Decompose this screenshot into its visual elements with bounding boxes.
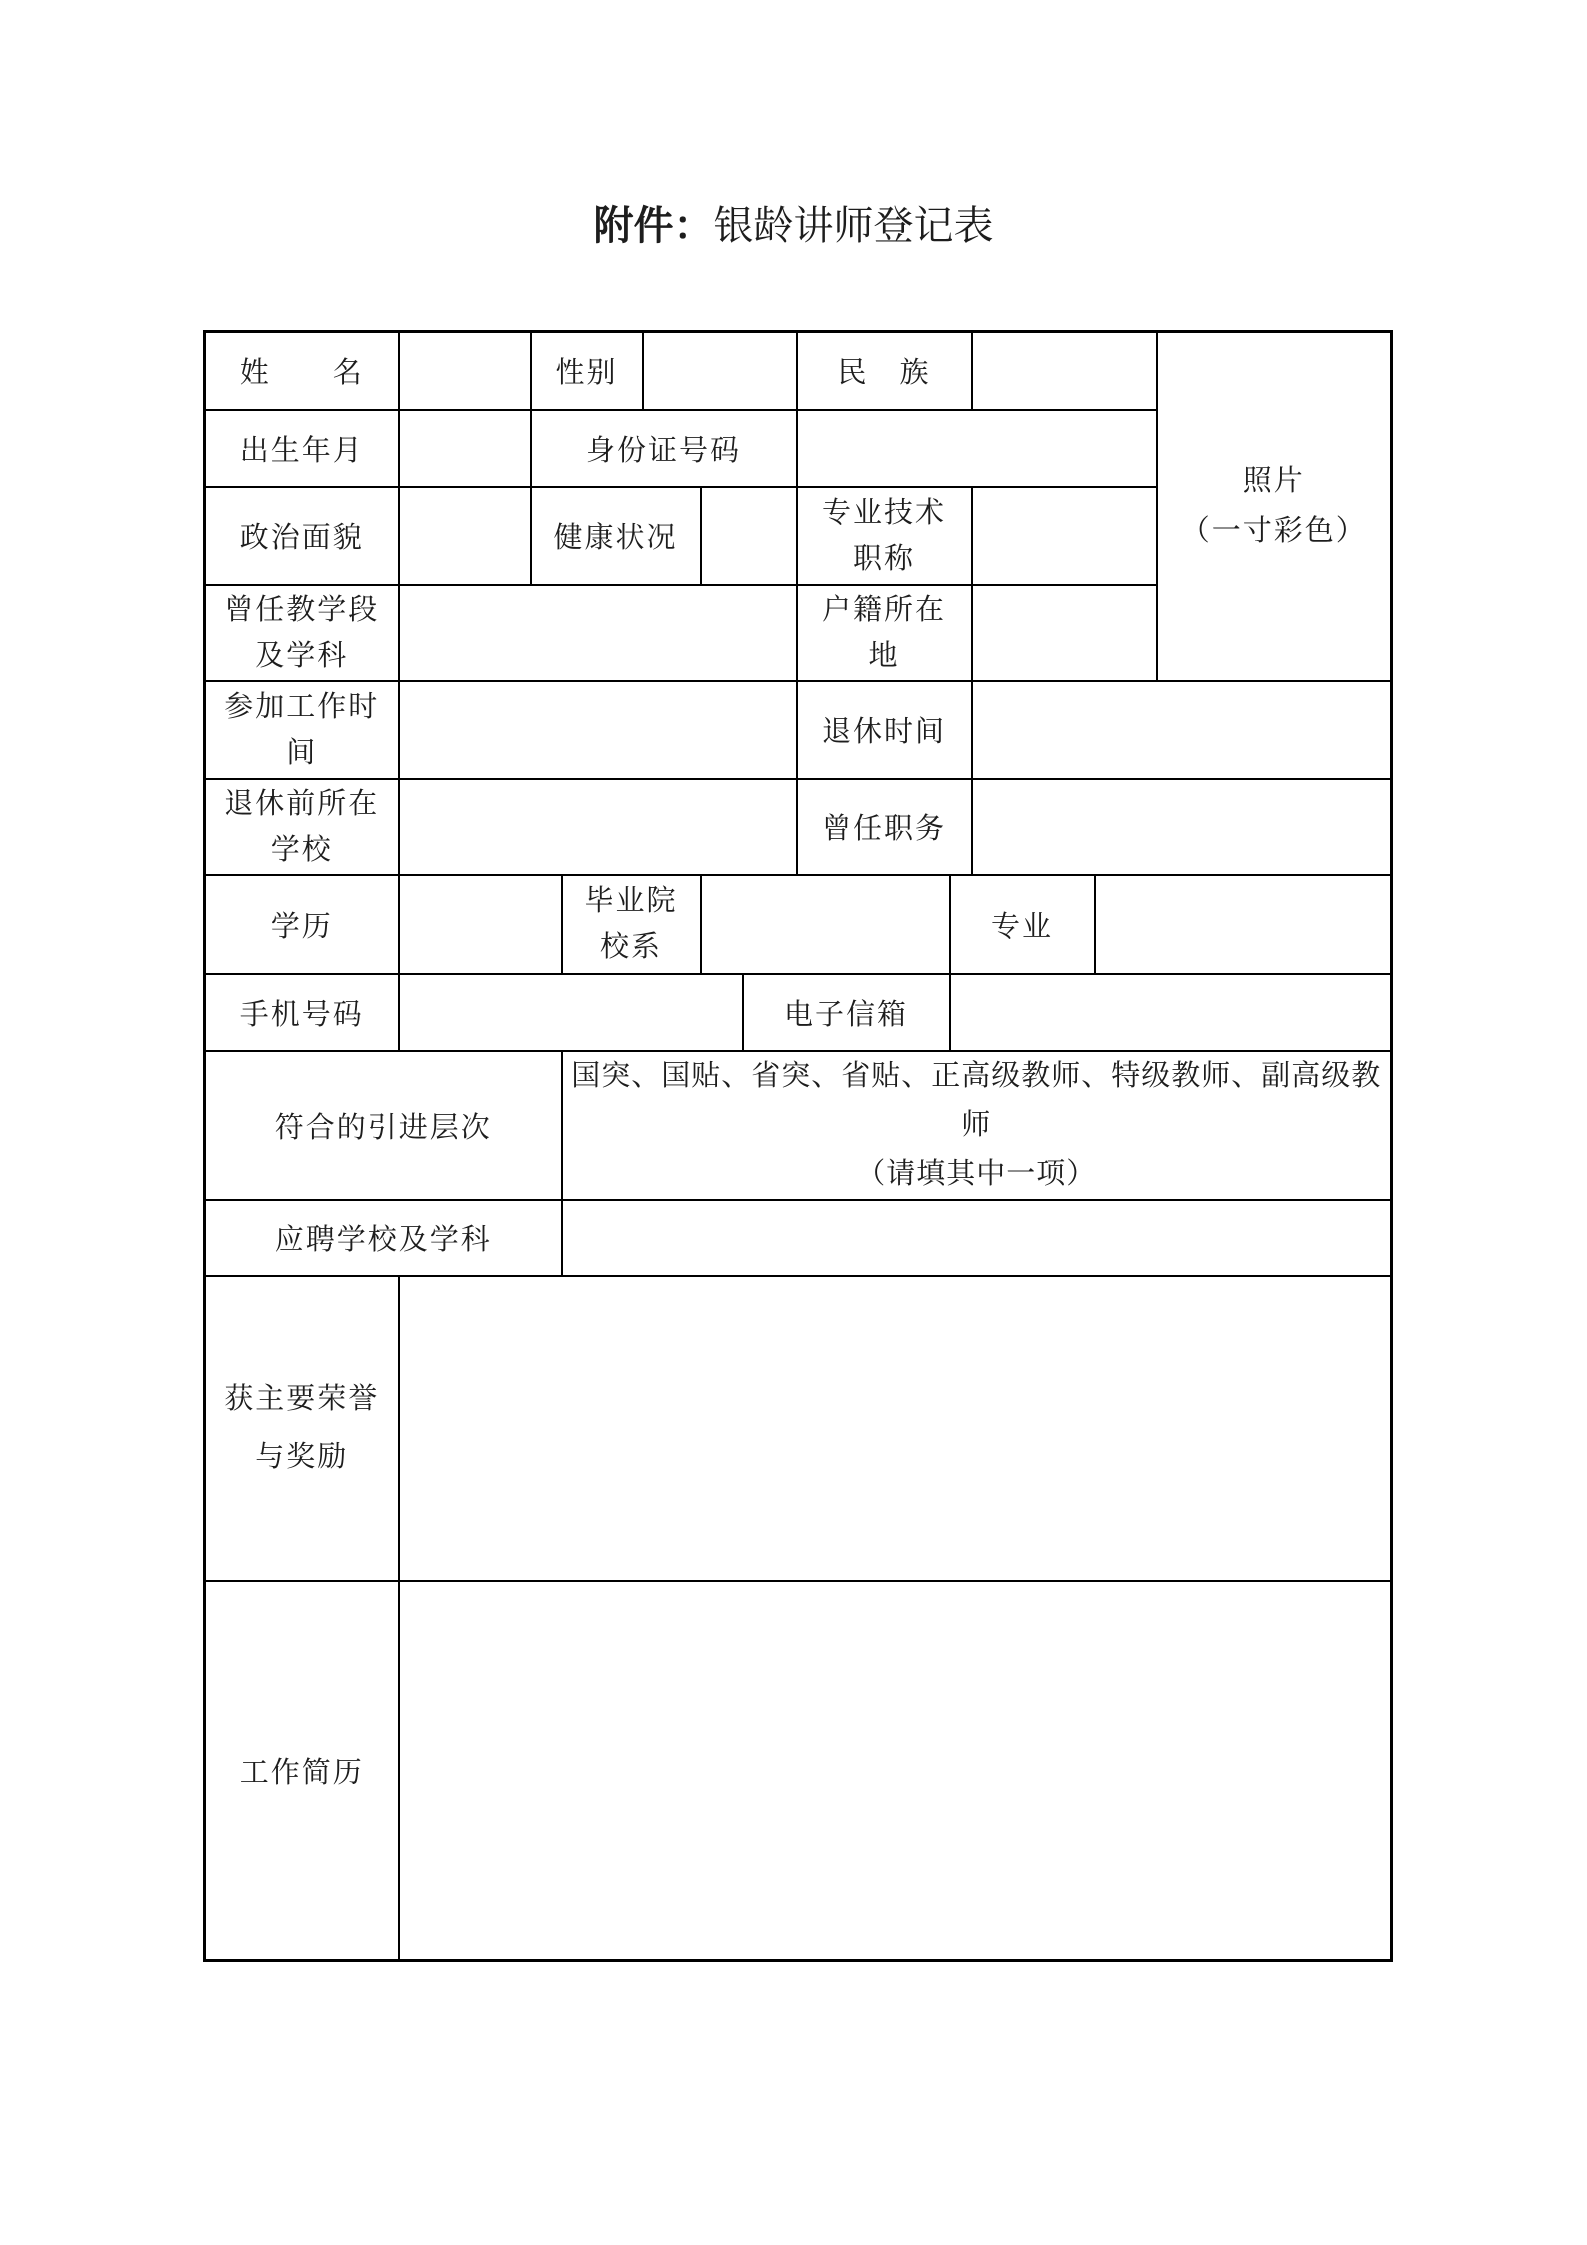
prof-title-label-line2: 职称 xyxy=(852,542,915,575)
former-post-value-cell xyxy=(972,779,1392,875)
pre-retire-school-label-line2: 学校 xyxy=(270,833,333,866)
id-number-value-cell xyxy=(797,410,1157,487)
grad-school-label-line1: 毕业院 xyxy=(584,885,678,917)
id-number-label: 身份证号码 xyxy=(531,410,797,487)
name-label: 姓 名 xyxy=(205,332,399,410)
health-value-cell xyxy=(701,487,797,585)
major-value-cell xyxy=(1095,875,1392,974)
intro-level-options-cell xyxy=(562,1051,1392,1200)
work-start-label-line1: 参加工作时 xyxy=(224,690,380,723)
work-start-label xyxy=(205,681,399,779)
work-start-value-cell xyxy=(399,681,797,779)
gender-label: 性别 xyxy=(531,332,643,410)
teach-stage-label-line2: 及学科 xyxy=(255,639,349,672)
honors-value-cell xyxy=(399,1276,1392,1581)
apply-school-label: 应聘学校及学科 xyxy=(205,1200,562,1276)
email-label: 电子信箱 xyxy=(743,974,950,1051)
birth-label: 出生年月 xyxy=(205,410,399,487)
name-value-cell xyxy=(399,332,531,410)
ethnicity-value-cell xyxy=(972,332,1157,410)
registration-form-table xyxy=(203,330,1393,1962)
gender-value-cell xyxy=(643,332,797,410)
row-pre-retire-school xyxy=(205,779,1392,875)
education-label: 学历 xyxy=(205,875,399,974)
honors-label xyxy=(205,1276,399,1581)
row-name xyxy=(205,332,1392,410)
row-mobile xyxy=(205,974,1392,1051)
teach-stage-label xyxy=(205,585,399,681)
intro-level-label: 符合的引进层次 xyxy=(205,1051,562,1200)
intro-level-note-line: （请填其中一项） xyxy=(856,1157,1097,1190)
row-intro-level xyxy=(205,1051,1392,1200)
birth-value-cell xyxy=(399,410,531,487)
teach-stage-label-line1: 曾任教学段 xyxy=(224,593,380,626)
mobile-label: 手机号码 xyxy=(205,974,399,1051)
prof-title-value-cell xyxy=(972,487,1157,585)
apply-school-value-cell xyxy=(562,1200,1392,1276)
mobile-value-cell xyxy=(399,974,743,1051)
household-value-cell xyxy=(972,585,1157,681)
teach-stage-value-cell xyxy=(399,585,797,681)
photo-label-line2: （一寸彩色） xyxy=(1180,515,1367,548)
household-label xyxy=(797,585,972,681)
honors-label-line1: 获主要荣誉 xyxy=(224,1383,380,1415)
photo-label-line1: 照片 xyxy=(1242,465,1305,498)
grad-school-value-cell xyxy=(701,875,950,974)
political-value-cell xyxy=(399,487,531,585)
pre-retire-school-label xyxy=(205,779,399,875)
grad-school-label-line2: 校系 xyxy=(599,931,662,963)
retire-time-value-cell xyxy=(972,681,1392,779)
resume-value-cell xyxy=(399,1581,1392,1961)
email-value-cell xyxy=(950,974,1392,1051)
prof-title-label xyxy=(797,487,972,585)
former-post-label: 曾任职务 xyxy=(797,779,972,875)
document-title xyxy=(0,198,1587,254)
health-label: 健康状况 xyxy=(531,487,701,585)
prof-title-label-line1: 专业技术 xyxy=(821,496,946,529)
honors-label-line2: 与奖励 xyxy=(255,1441,349,1473)
pre-retire-school-value-cell xyxy=(399,779,797,875)
household-label-line2: 地 xyxy=(868,639,900,672)
education-value-cell xyxy=(399,875,562,974)
major-label: 专业 xyxy=(950,875,1095,974)
row-apply-school xyxy=(205,1200,1392,1276)
retire-time-label: 退休时间 xyxy=(797,681,972,779)
title-attachment-prefix: 附件： xyxy=(593,203,714,248)
resume-label: 工作简历 xyxy=(205,1581,399,1961)
row-education xyxy=(205,875,1392,974)
work-start-label-line2: 间 xyxy=(286,736,318,769)
intro-level-options-line: 国突、国贴、省突、省贴、正高级教师、特级教师、副高级教师 xyxy=(571,1059,1382,1141)
photo-placeholder-cell xyxy=(1157,332,1392,681)
household-label-line1: 户籍所在 xyxy=(821,593,946,626)
ethnicity-label: 民 族 xyxy=(797,332,972,410)
row-honors xyxy=(205,1276,1392,1581)
pre-retire-school-label-line1: 退休前所在 xyxy=(224,787,380,820)
title-text: 银龄讲师登记表 xyxy=(713,203,994,248)
row-work-start xyxy=(205,681,1392,779)
political-label: 政治面貌 xyxy=(205,487,399,585)
row-resume xyxy=(205,1581,1392,1961)
grad-school-label xyxy=(562,875,701,974)
